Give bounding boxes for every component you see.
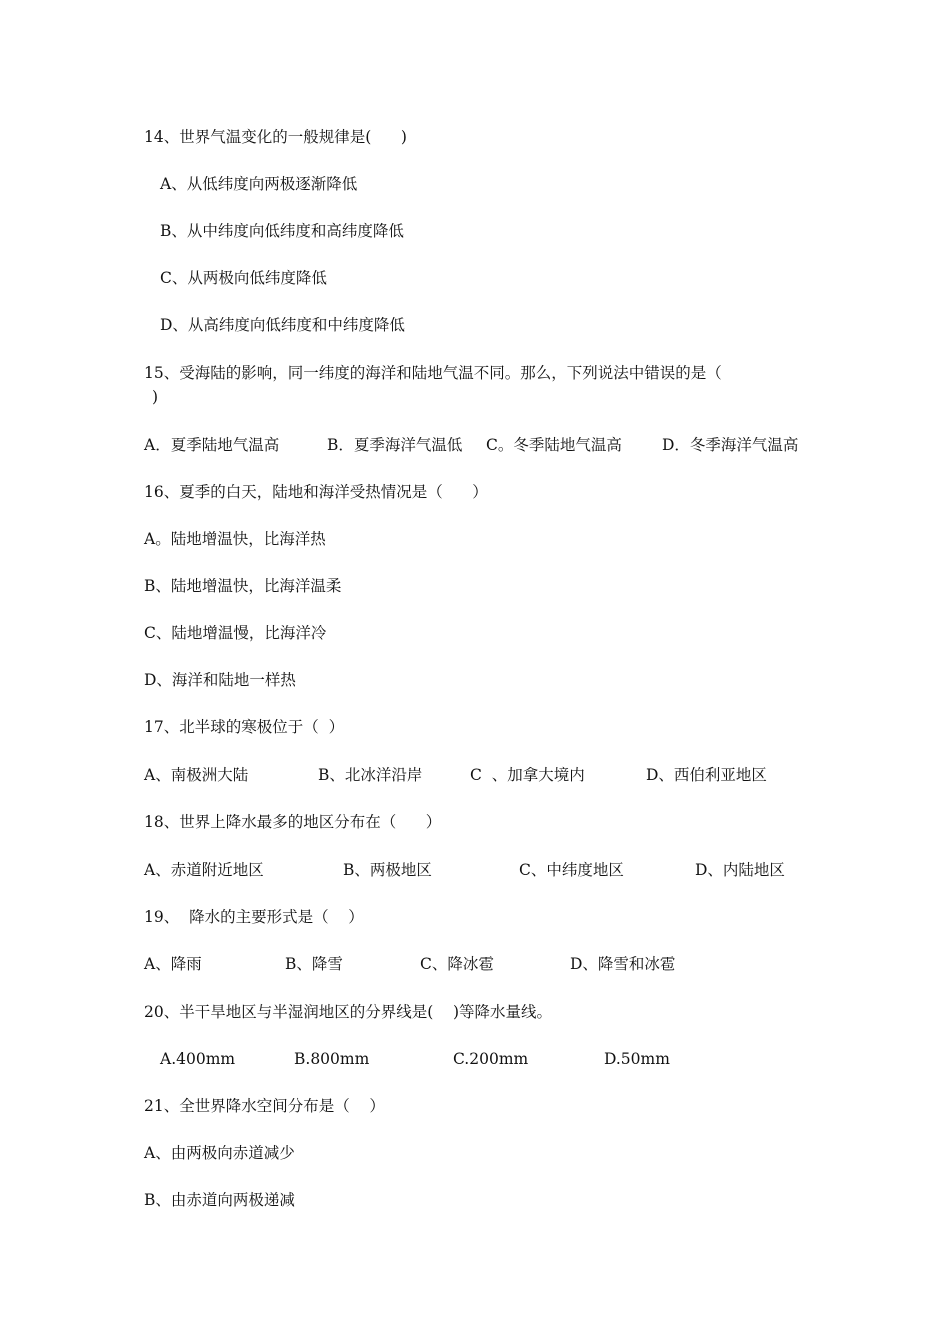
options-row bbox=[144, 434, 844, 456]
question-stem: 17、北半球的寒极位于（ ） bbox=[144, 718, 345, 736]
option-d: D．冬季海洋气温高 bbox=[662, 436, 799, 454]
options-row bbox=[144, 859, 844, 881]
option-a: A.400mm bbox=[160, 1050, 236, 1068]
question-stem: 15、受海陆的影响，同一纬度的海洋和陆地气温不同。那么，下列说法中错误的是（ bbox=[144, 364, 722, 382]
option-c: C.200mm bbox=[453, 1050, 529, 1068]
option-a: A．夏季陆地气温高 bbox=[144, 436, 280, 454]
option-b: B．夏季海洋气温低 bbox=[327, 436, 463, 454]
option-b: B、北冰洋沿岸 bbox=[318, 766, 423, 784]
option-c: C 、加拿大境内 bbox=[470, 766, 585, 784]
options-row bbox=[160, 1048, 760, 1070]
question-stem: 14、世界气温变化的一般规律是( ) bbox=[144, 128, 407, 146]
question-stem: 19、 降水的主要形式是（ ） bbox=[144, 908, 364, 926]
option-c: C。冬季陆地气温高 bbox=[486, 436, 622, 454]
question-stem-continuation: ) bbox=[152, 388, 159, 406]
option-c: C、陆地增温慢，比海洋冷 bbox=[144, 624, 327, 642]
question-stem: 21、全世界降水空间分布是（ ） bbox=[144, 1097, 385, 1115]
option-d: D、内陆地区 bbox=[695, 861, 785, 879]
question-stem: 18、世界上降水最多的地区分布在（ ） bbox=[144, 813, 442, 831]
option-d: D、西伯利亚地区 bbox=[646, 766, 767, 784]
options-row bbox=[144, 953, 844, 975]
option-a: A、从低纬度向两极逐渐降低 bbox=[160, 175, 358, 193]
options-row bbox=[144, 764, 844, 786]
option-a: A、赤道附近地区 bbox=[144, 861, 264, 879]
option-a: A、降雨 bbox=[144, 955, 202, 973]
option-a: A、南极洲大陆 bbox=[144, 766, 249, 784]
option-b: B、由赤道向两极递减 bbox=[144, 1191, 295, 1209]
option-d: D.50mm bbox=[604, 1050, 670, 1068]
option-b: B、从中纬度向低纬度和高纬度降低 bbox=[160, 222, 404, 240]
option-c: C、从两极向低纬度降低 bbox=[160, 269, 327, 287]
question-stem: 16、夏季的白天，陆地和海洋受热情况是（ ） bbox=[144, 483, 488, 501]
question-stem: 20、半干旱地区与半湿润地区的分界线是( )等降水量线。 bbox=[144, 1003, 553, 1021]
option-b: B、降雪 bbox=[285, 955, 343, 973]
option-b: B、两极地区 bbox=[343, 861, 432, 879]
option-b: B、陆地增温快，比海洋温柔 bbox=[144, 577, 342, 595]
option-a: A、由两极向赤道减少 bbox=[144, 1144, 295, 1162]
option-c: C、降冰雹 bbox=[420, 955, 494, 973]
option-b: B.800mm bbox=[294, 1050, 370, 1068]
option-a: A。陆地增温快，比海洋热 bbox=[144, 530, 326, 548]
option-d: D、海洋和陆地一样热 bbox=[144, 671, 296, 689]
option-c: C、中纬度地区 bbox=[519, 861, 624, 879]
option-d: D、从高纬度向低纬度和中纬度降低 bbox=[160, 316, 405, 334]
option-d: D、降雪和冰雹 bbox=[570, 955, 676, 973]
